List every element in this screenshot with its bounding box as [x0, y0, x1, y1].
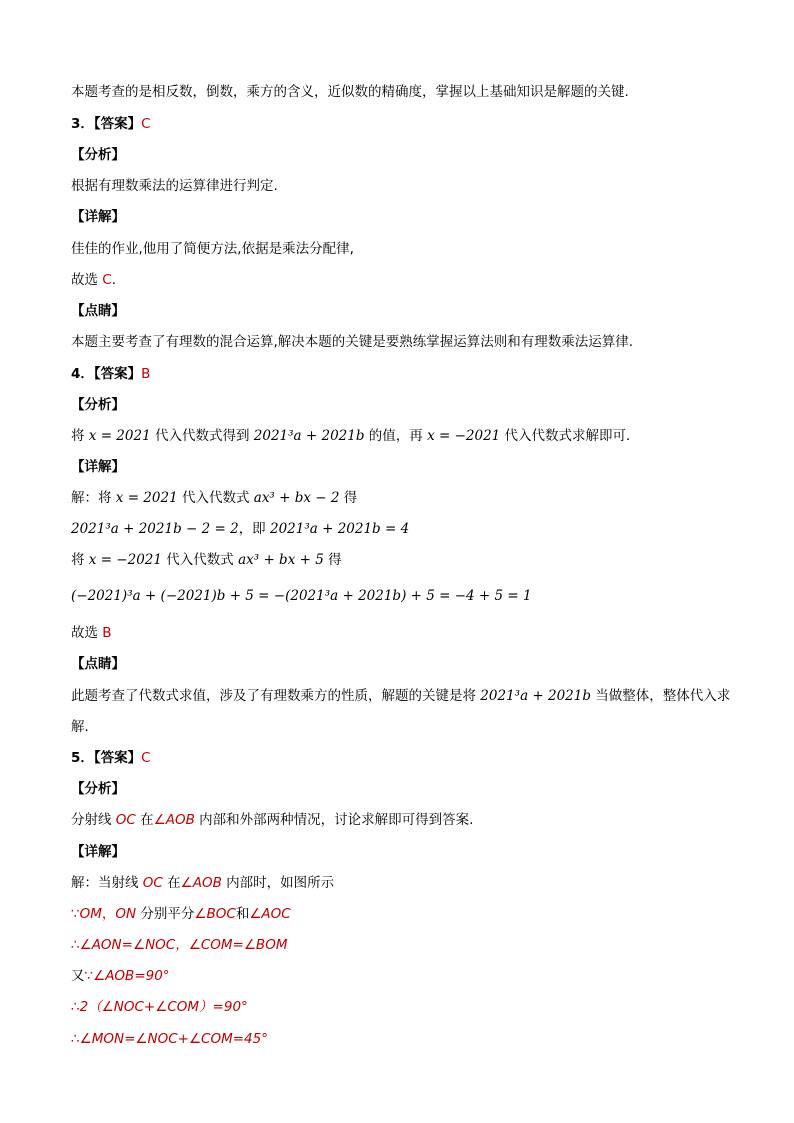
- text-segment: 分别平分: [136, 906, 195, 922]
- text-segment: 将: [71, 428, 89, 444]
- text-segment: 当做整体，整体代入求: [591, 688, 731, 704]
- text-segment: 解：将: [71, 490, 116, 506]
- section-heading-analysis: 【分析】: [71, 781, 125, 797]
- text-line: [71, 874, 334, 892]
- question-number: 4．: [71, 366, 94, 382]
- math-expression: OC: [142, 875, 163, 891]
- text-segment: 代入代数式: [177, 490, 254, 506]
- text-line: [71, 489, 357, 507]
- choice-line: [71, 271, 116, 289]
- text-segment: 代入代数式求解即可．: [500, 428, 640, 444]
- text-line: [71, 587, 532, 605]
- text-line: [71, 520, 409, 538]
- math-expression: ∠AOC: [249, 906, 291, 922]
- math-expression: ∵OM: [71, 906, 102, 922]
- text-segment: 的值，再: [364, 428, 428, 444]
- text-segment: 和: [235, 906, 250, 922]
- math-expression: ∠BOC: [194, 906, 236, 922]
- question-number: 3．: [71, 116, 94, 132]
- text-segment: ，: [101, 906, 116, 922]
- section-heading-detail: 【详解】: [71, 459, 125, 475]
- text-line: [71, 427, 640, 445]
- math-expression: ax³ + bx − 2: [253, 490, 340, 506]
- text-segment: 得: [323, 552, 342, 568]
- choice-prefix: 故选: [71, 272, 103, 288]
- math-expression: ∠AOB: [153, 812, 195, 828]
- text-line: 解．: [71, 719, 98, 735]
- text-line: [71, 936, 287, 954]
- text-line: [71, 551, 342, 569]
- section-heading-comment: 【点睛】: [71, 656, 125, 672]
- choice-value: C: [102, 272, 112, 288]
- answer-value: C: [141, 116, 151, 132]
- math-expression: ax³ + bx + 5: [238, 552, 324, 568]
- math-expression: x = 2021: [88, 428, 151, 444]
- text-line: [71, 905, 291, 923]
- text-segment: 又: [71, 968, 85, 984]
- math-expression: x = 2021: [115, 490, 178, 506]
- text-segment: 在: [135, 812, 154, 828]
- answer-value: C: [141, 750, 151, 766]
- text-segment: ，即: [238, 521, 270, 537]
- answer-line-q4: [71, 365, 150, 383]
- answer-tag: 【答案】: [93, 366, 142, 382]
- section-heading-detail: 【详解】: [71, 209, 125, 225]
- text-line: [71, 687, 730, 705]
- math-expression: OC: [115, 812, 136, 828]
- text-line: 本题考查的是相反数，倒数，乘方的含义，近似数的精确度，掌握以上基础知识是解题的关键.: [71, 84, 629, 100]
- text-line: 佳佳的作业,他用了简便方法,依据是乘法分配律,: [71, 241, 354, 257]
- text-line: [71, 998, 248, 1016]
- text-segment: 代入代数式: [161, 552, 239, 568]
- text-segment: 内部和外部两种情况，讨论求解即可得到答案.: [194, 812, 474, 828]
- math-expression: ∵∠AOB=90°: [84, 968, 170, 984]
- text-segment: 将: [71, 552, 89, 568]
- math-expression: x = −2021: [427, 428, 501, 444]
- math-expression: ON: [115, 906, 137, 922]
- answer-tag: 【答案】: [93, 116, 142, 132]
- math-expression: 2021³a + 2021b − 2 = 2: [71, 521, 239, 537]
- choice-suffix: .: [111, 272, 117, 288]
- text-line: 根据有理数乘法的运算律进行判定.: [71, 178, 278, 194]
- text-segment: 在: [162, 875, 181, 891]
- answer-tag: 【答案】: [93, 750, 142, 766]
- text-segment: 代入代数式得到: [150, 428, 254, 444]
- section-heading-analysis: 【分析】: [71, 147, 125, 163]
- text-segment: 解：当射线: [71, 875, 143, 891]
- math-expression: ∴∠AON=∠NOC，∠COM=∠BOM: [71, 937, 288, 953]
- math-expression: (−2021)³a + (−2021)b + 5 = −(2021³a + 2021b) + 5 = −4 + 5 = 1: [71, 588, 532, 604]
- math-expression: 2021³a + 2021b = 4: [269, 521, 410, 537]
- text-line: [71, 1030, 268, 1048]
- section-heading-analysis: 【分析】: [71, 397, 125, 413]
- text-segment: 得: [339, 490, 358, 506]
- text-line: 本题主要考查了有理数的混合运算,解决本题的关键是要熟练掌握运算法则和有理数乘法运算律.: [71, 334, 634, 350]
- choice-prefix: 故选: [71, 625, 103, 641]
- math-expression: ∠AOB: [180, 875, 222, 891]
- math-expression: ∴∠MON=∠NOC+∠COM=45°: [71, 1031, 268, 1047]
- text-segment: 内部时，如图所示: [221, 875, 335, 891]
- choice-value: B: [102, 625, 112, 641]
- math-expression: 2021³a + 2021b: [253, 428, 365, 444]
- section-heading-detail: 【详解】: [71, 844, 125, 860]
- answer-line-q3: [71, 115, 151, 133]
- question-number: 5．: [71, 750, 94, 766]
- text-line: [71, 967, 170, 985]
- text-segment: 分射线: [71, 812, 116, 828]
- text-line: [71, 811, 473, 829]
- choice-line: [71, 624, 112, 642]
- text-segment: 此题考查了代数式求值，涉及了有理数乘方的性质，解题的关键是将: [71, 688, 481, 704]
- math-expression: ∴2（∠NOC+∠COM）=90°: [71, 999, 248, 1015]
- math-expression: x = −2021: [88, 552, 162, 568]
- math-expression: 2021³a + 2021b: [480, 688, 592, 704]
- answer-value: B: [141, 366, 151, 382]
- section-heading-comment: 【点睛】: [71, 303, 125, 319]
- answer-line-q5: [71, 749, 151, 767]
